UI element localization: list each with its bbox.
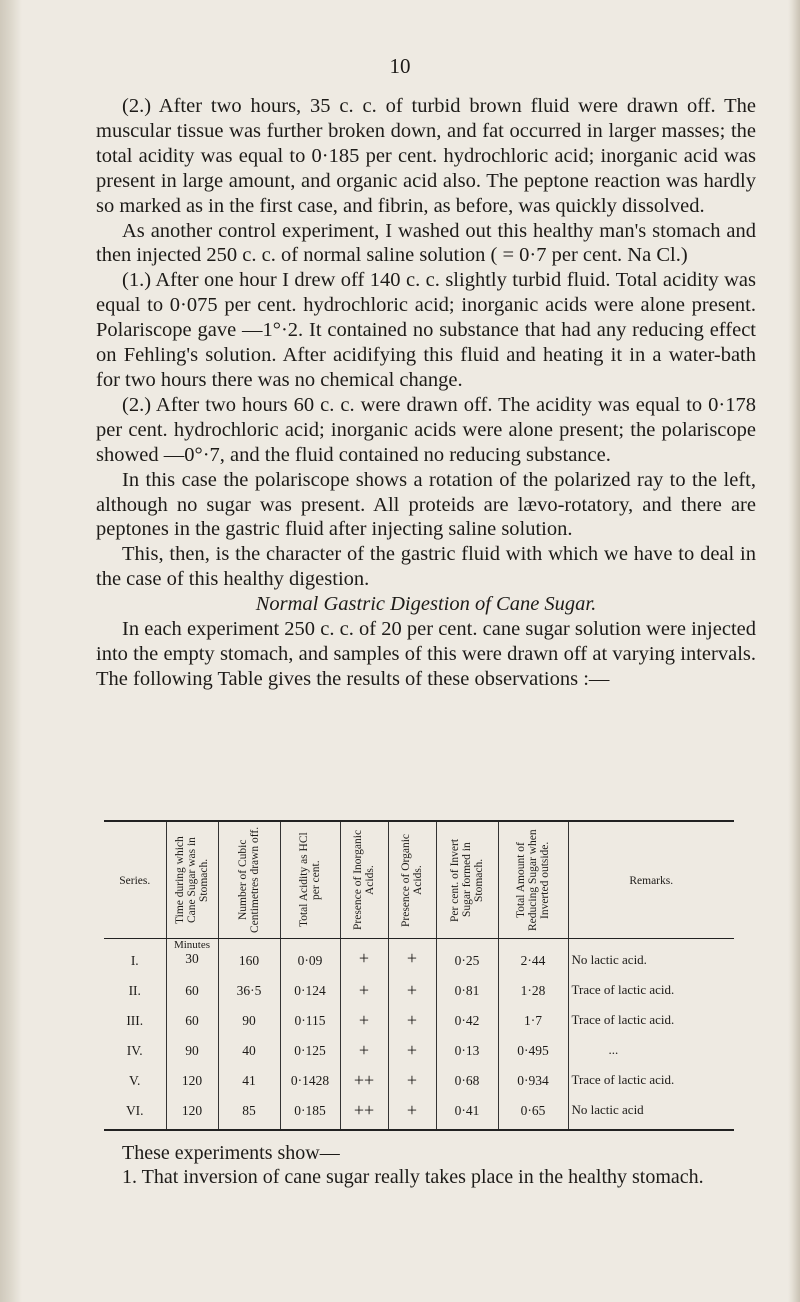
header-reducing: Total Amount of Reducing Sugar when Inverted outside. — [498, 821, 568, 939]
cell-cc: 90 — [218, 1013, 280, 1043]
paragraph: In this case the polariscope shows a rotation of the polarized ray to the left, although no sugar was present. All proteids are lævo-rotatory, and there are peptones in the gastric fluid after injecting saline solution. — [96, 468, 756, 541]
cell-remarks: No lactic acid. — [568, 939, 734, 984]
cell-series: IV. — [126, 1043, 143, 1058]
header-remarks: Remarks. — [568, 821, 734, 939]
cell-time: 60 — [166, 1013, 218, 1043]
paragraph: In each experiment 250 c. c. of 20 per cent. cane sugar solution were injected into the empty stomach, and samples of this were drawn off at varying intervals. The following Table gives the results of these observations :— — [96, 618, 756, 690]
cell-series: VI. — [104, 1103, 166, 1130]
cell-cc: 160 — [218, 939, 280, 984]
table-row — [104, 1013, 734, 1043]
cell-reducing: 0·495 — [498, 1043, 568, 1073]
paragraph: As another control experiment, I washed out this healthy man's stomach and then injected 250 c. c. of normal saline solution ( = 0·7 per cent. Na Cl.) — [96, 219, 756, 267]
cell-organic: + — [388, 1043, 436, 1073]
header-series: Series. — [104, 821, 166, 939]
cell-inorganic: + — [340, 1043, 388, 1073]
cell-cc: 36·5 — [218, 983, 280, 1013]
cell-acidity: 0·115 — [280, 1013, 340, 1043]
cell-invert: 0·25 — [436, 939, 498, 984]
cell-reducing: 1·28 — [498, 983, 568, 1013]
body-text — [96, 94, 756, 692]
header-cc: Number of Cubic Centimetres drawn off. — [218, 821, 280, 939]
cell-reducing: 1·7 — [498, 1013, 568, 1043]
table-row — [104, 1103, 734, 1130]
header-time: Time during which Cane Sugar was in Stomach. — [166, 821, 218, 939]
cell-invert: 0·42 — [436, 1013, 498, 1043]
cell-invert: 0·41 — [436, 1103, 498, 1130]
paragraph: These experiments show— — [122, 1142, 340, 1164]
table-header-row — [104, 821, 734, 939]
cell-inorganic: + — [340, 939, 388, 984]
cell-acidity: 0·1428 — [280, 1073, 340, 1103]
table-row — [104, 983, 734, 1013]
cell-time: 120 — [166, 1073, 218, 1103]
cell-time: 120 — [166, 1103, 218, 1130]
page-shadow-left — [0, 0, 22, 1302]
cell-time: 60 — [166, 983, 218, 1013]
cell-organic: + — [388, 1013, 436, 1043]
table-row — [104, 1073, 734, 1103]
cell-reducing: 2·44 — [498, 939, 568, 984]
cell-acidity: 0·185 — [280, 1103, 340, 1130]
cell-remarks: No lactic acid — [568, 1103, 734, 1130]
results-table — [104, 820, 734, 1131]
header-organic: Presence of Organic Acids. — [388, 821, 436, 939]
paragraph: (2.) After two hours, 35 c. c. of turbid brown fluid were drawn off. The muscular tissue was further broken down, and fat occurred in larger masses; the total acidity was equal to 0·185 per cent. hydrochloric acid; inorganic acid was present in large amount, and organic acid also. The peptone reaction was hardly so marked as in the first case, and fibrin, as before, was quickly dissolved. — [96, 95, 756, 217]
cell-cc: 40 — [218, 1043, 280, 1073]
cell-series: III. — [126, 1013, 144, 1028]
cell-remarks: Trace of lactic acid. — [568, 1073, 734, 1103]
paragraph: (2.) After two hours 60 c. c. were drawn off. The acidity was equal to 0·178 per cent. hydrochloric acid; inorganic acids were alone present; the polariscope showed —0°·7, and the fluid contained no reducing substance. — [96, 393, 756, 466]
paragraph: 1. That inversion of cane sugar really takes place in the healthy stomach. — [122, 1166, 704, 1188]
cell-organic: + — [388, 983, 436, 1013]
header-invert: Per cent. of Invert Sugar formed in Stomach. — [436, 821, 498, 939]
time-unit: Minutes — [173, 939, 211, 951]
cell-invert: 0·68 — [436, 1073, 498, 1103]
cell-remarks: Trace of lactic acid. — [568, 1013, 734, 1043]
cell-time: Minutes 30 — [166, 939, 218, 984]
cell-remarks: Trace of lactic acid. — [568, 983, 734, 1013]
header-inorganic: Presence of Inorganic Acids. — [340, 821, 388, 939]
cell-organic: + — [388, 939, 436, 984]
page-number: 10 — [389, 54, 411, 78]
cell-acidity: 0·09 — [280, 939, 340, 984]
cell-time: 90 — [166, 1043, 218, 1073]
cell-invert: 0·81 — [436, 983, 498, 1013]
cell-inorganic: + — [340, 1013, 388, 1043]
paragraph: (1.) After one hour I drew off 140 c. c. slightly turbid fluid. Total acidity was equal to 0·075 per cent. hydrochloric acid; inorganic acids were alone present. Polariscope gave —1°·2. It contained no substance that had any reducing effect on Fehling's solution. After acidifying this fluid and heating it in a water-bath for two hours there was no chemical change. — [96, 269, 756, 391]
cell-inorganic: + — [340, 983, 388, 1013]
cell-remarks: ... — [568, 1043, 734, 1073]
table-row — [104, 939, 734, 984]
results-table-container — [104, 820, 734, 1135]
cell-invert: 0·13 — [436, 1043, 498, 1073]
paragraph: This, then, is the character of the gastric fluid with which we have to deal in the case of this healthy digestion. — [96, 543, 756, 591]
cell-inorganic: ++ — [340, 1073, 388, 1103]
cell-organic: + — [388, 1073, 436, 1103]
cell-inorganic: ++ — [340, 1103, 388, 1130]
cell-acidity: 0·125 — [280, 1043, 340, 1073]
cell-acidity: 0·124 — [280, 983, 340, 1013]
cell-reducing: 0·934 — [498, 1073, 568, 1103]
cell-cc: 41 — [218, 1073, 280, 1103]
cell-reducing: 0·65 — [498, 1103, 568, 1130]
cell-series: II. — [128, 983, 141, 998]
page-shadow-right — [788, 0, 800, 1302]
cell-series: V. — [129, 1073, 141, 1088]
table-row — [104, 1043, 734, 1073]
cell-series: I. — [130, 953, 139, 968]
cell-cc: 85 — [218, 1103, 280, 1130]
header-acidity: Total Acidity as HCl per cent. — [280, 821, 340, 939]
conclusion-text — [96, 1141, 756, 1189]
section-heading: Normal Gastric Digestion of Cane Sugar. — [255, 593, 597, 616]
cell-organic: + — [388, 1103, 436, 1130]
